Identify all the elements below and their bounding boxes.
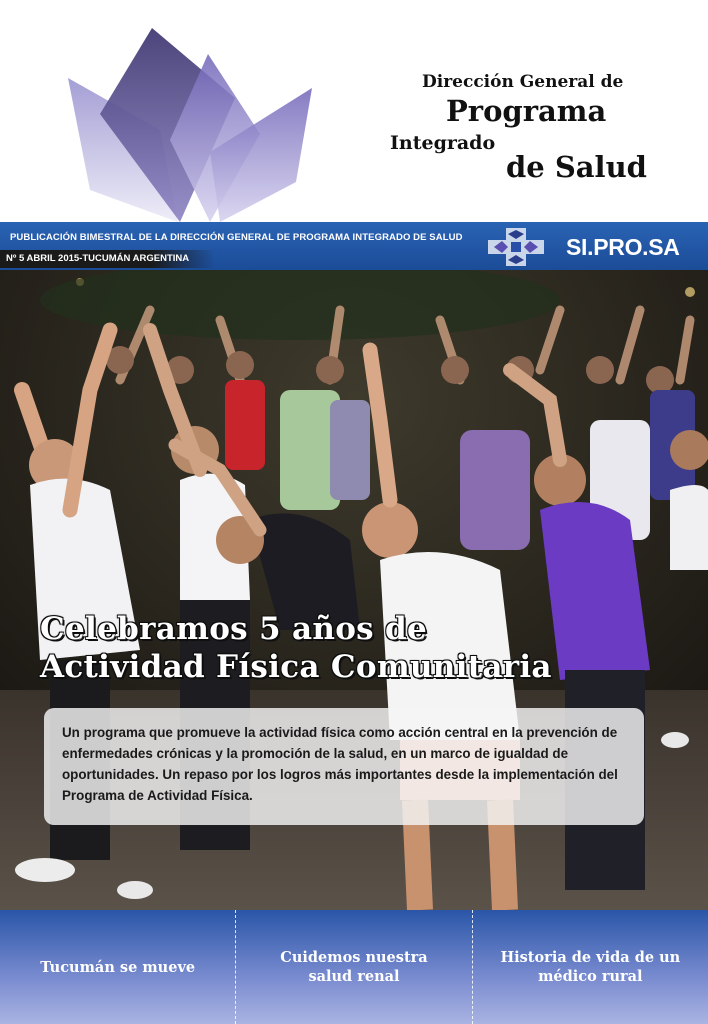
description-panel — [44, 708, 644, 825]
blue-cross-logo — [486, 226, 546, 268]
headline-line-1: Celebramos 5 años de — [40, 611, 428, 647]
headline-line-2: Actividad Física Comunitaria — [40, 649, 552, 685]
title-line-1: Dirección General de — [422, 72, 624, 92]
feature-tabs — [0, 910, 708, 1024]
title-line-4: de Salud — [506, 150, 647, 184]
cover-photo — [0, 270, 708, 910]
program-title — [380, 70, 680, 190]
lotus-petals-logo — [60, 22, 320, 222]
tab-label-line-2: médico rural — [538, 968, 643, 985]
title-line-3: Integrado — [390, 132, 496, 154]
issue-info: Nº 5 ABRIL 2015-TUCUMÁN ARGENTINA — [6, 253, 190, 264]
tab-medico-rural[interactable] — [472, 910, 708, 1024]
cover-description: Un programa que promueve la actividad física como acción central en la prevención de enfermedades crónicas y la promoción de la salud, en un marco de igualdad de oportunidades. Un repaso por los logros más importantes desde la implementación del Programa de Actividad Física. — [62, 725, 618, 803]
tab-tucuman-se-mueve[interactable] — [0, 910, 235, 1024]
tab-label-line-1: Historia de vida de un — [500, 949, 681, 966]
tab-label-line-2: salud renal — [308, 968, 400, 985]
tab-label-line-1: Tucumán se mueve — [40, 958, 196, 976]
masthead — [0, 0, 708, 222]
tab-salud-renal[interactable] — [235, 910, 471, 1024]
title-line-2: Programa — [446, 94, 607, 128]
cover-headline — [40, 610, 680, 686]
issue-bar — [0, 250, 215, 268]
tab-label-line-1: Cuidemos nuestra — [280, 949, 428, 966]
brand-name: SI.PRO.SA — [566, 234, 680, 260]
publication-band — [0, 222, 708, 270]
publication-info: PUBLICACIÓN BIMESTRAL DE LA DIRECCIÓN GENERAL DE PROGRAMA INTEGRADO DE SALUD — [10, 232, 463, 243]
